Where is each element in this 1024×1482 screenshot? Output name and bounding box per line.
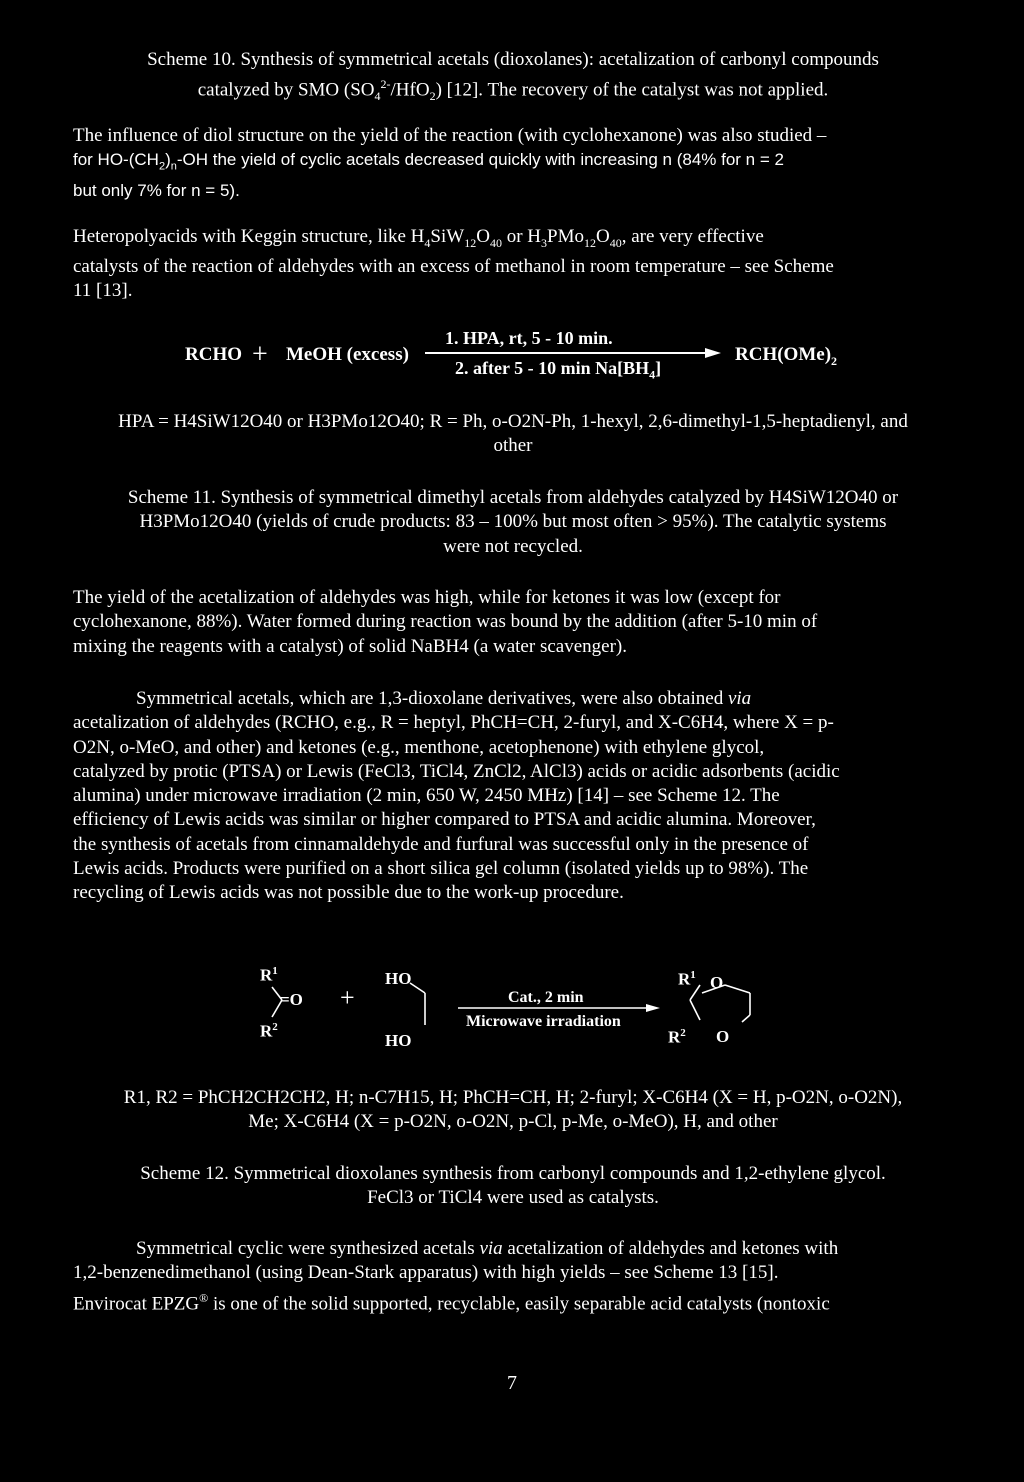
scheme12-reaction xyxy=(250,965,770,1060)
scheme12-prod-o-top: O xyxy=(710,973,724,992)
scheme11-reaction xyxy=(180,328,880,388)
scheme11-caption: Scheme 11. Synthesis of symmetrical dimethyl acetals from aldehydes catalyzed by H4SiW12O40 or H3PMo12O40 (yields of crude products: 83 – 100% but most often > 95%). The catalytic systems were not recycled. xyxy=(127,487,899,557)
scheme10-caption: Scheme 10. Synthesis of symmetrical acetals (dioxolanes): acetalization of carbonyl compounds catalyzed by SMO $(SO_4^{2-}/HfO_2)$ [12]. The recovery of the catalyst was not applied. xyxy=(147,49,879,104)
scheme11-reagent: MeOH (excess) xyxy=(286,344,409,365)
scheme12-prod-r1: $R^1$ xyxy=(678,969,696,989)
scheme12-prod-o-bottom: O xyxy=(716,1027,730,1046)
scheme11-condition-2: 2. after 5 - 10 $\min Na[BH_4]$ xyxy=(455,358,662,382)
paragraph-cyclic-acetals: Symmetrical cyclic were synthesized acetals via acetalization of aldehydes and ketones with 1,2-benzenedimethanol (using Dean-Stark apparatus) with high yields – see Scheme 13 [15]. Envirocat EPZG® is one of the solid supported, recyclable, easily separable acid catalysts (nontoxic xyxy=(73,1238,839,1314)
scheme12-caption: Scheme 12. Symmetrical dioxolanes synthesis from carbonyl compounds and 1,2-ethylene glycol. FeCl3 or TiCl4 were used as catalysts. xyxy=(140,1163,886,1209)
scheme12-ho-bottom: HO xyxy=(385,1031,412,1050)
page-number: 7 xyxy=(507,1372,517,1394)
scheme11-condition-1: 1. HPA, rt, 5 - 10 min. xyxy=(445,328,613,348)
scheme12-condition-bottom: Microwave irradiation xyxy=(466,1013,621,1030)
paragraph-diol-structure: The influence of diol structure on the yield of the reaction (with cyclohexanone) was also studied – for $HO-(CH_2)_n-OH$ the yield of cyclic acetals decreased quickly with increasing n (84% for n = 2 but only 7% for n = 5). xyxy=(73,125,827,200)
scheme11-plus: + xyxy=(252,339,268,370)
scheme12-r2: $R^2$ xyxy=(260,1021,278,1041)
scheme12-ho-top: HO xyxy=(385,969,412,988)
scheme12-carbonyl-o: =O xyxy=(280,990,303,1009)
paragraph-yield: The yield of the acetalization of aldehydes was high, while for ketones it was low (except for cyclohexanone, 88%). Water formed during reaction was bound by the addition (after 5-10 min of mixing the reagents with a catalyst) of solid NaBH4 (a water scavenger). xyxy=(73,587,818,657)
scheme12-condition-top: Cat., 2 min xyxy=(508,989,584,1006)
scheme12-prod-r2: $R^2$ xyxy=(668,1027,686,1047)
paragraph-heteropolyacids: Heteropolyacids with Keggin structure, like $H_4SiW_{12}O_{40}$ or $H_3PMo_{12}O_{40}$, are very effective catalysts of the reaction of aldehydes with an excess of methanol in room temperature – see Scheme 11 [13]. xyxy=(73,226,834,302)
r-definition: R1, R2 = PhCH2CH2CH2, H; n-C7H15, H; PhCH=CH, H; 2-furyl; X-C6H4 (X = H, p-O2N, o-O2N), Me; X-C6H4 (X = p-O2N, o-O2N, p-Cl, p-Me, o-MeO), H, and other xyxy=(123,1087,903,1133)
hpa-definition: HPA = H4SiW12O40 or H3PMo12O40; R = Ph, o-O2N-Ph, 1-hexyl, 2,6-dimethyl-1,5-heptadienyl, and other xyxy=(118,411,908,457)
paragraph-dioxolanes: Symmetrical acetals, which are 1,3-dioxolane derivatives, were also obtained via acetalization of aldehydes (RCHO, e.g., R = heptyl, PhCH=CH, 2-furyl, and X-C6H4, where X = p- O2N, o-MeO, and other) and ketones (e.g., menthone, acetophenone) with ethylene glycol, catalyzed by protic (PTSA) or Lewis (FeCl3, TiCl4, ZnCl2, AlCl3) acids or acidic adsorbents (acidic alumina) under microwave irradiation (2 min, 650 W, 2450 MHz) [14] – see Scheme 12. The efficiency of Lewis acids was similar or higher compared to PTSA and acidic alumina. Moreover, the synthesis of acetals from cinnamaldehyde and furfural was successful only in the presence of Lewis acids. Products were purified on a short silica gel column (isolated yields up to 98%). The recycling of Lewis acids was not possible due to the work-up procedure. xyxy=(73,688,840,904)
scheme11-product: $RCH(OMe)_2$ xyxy=(735,344,838,368)
scheme12-r1: $R^1$ xyxy=(260,965,278,985)
scheme11-reactant: RCHO xyxy=(185,344,242,365)
scheme12-plus: + xyxy=(340,983,355,1012)
